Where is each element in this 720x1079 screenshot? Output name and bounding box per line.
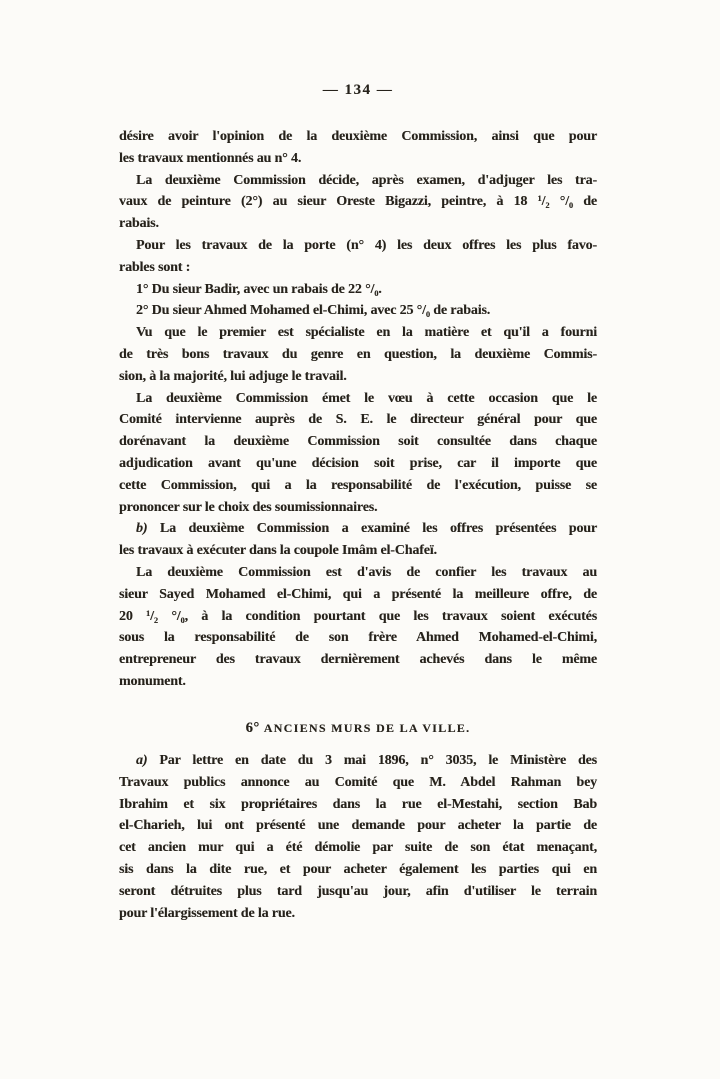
section-number: 6° (245, 720, 260, 736)
text-line: sous la responsabilité de son frère Ahmed Mohamed-el-Chimi, (119, 630, 597, 646)
paragraph-marker: a) (136, 753, 160, 768)
text-line: La deuxième Commission émet le vœu à cette occasion que le (136, 390, 597, 406)
text-line: rables sont : (119, 259, 191, 275)
text-line: entrepreneur des travaux dernièrement achevés dans le même (119, 652, 597, 668)
text-line: seront détruites plus tard jusqu'au jour, afin d'utiliser le terrain (119, 883, 597, 899)
text-line: La deuxième Commission décide, après examen, d'adjuger les tra- (136, 172, 597, 188)
paragraph-marker: b) (136, 521, 160, 537)
text-line: b) La deuxième Commission a examiné les offres présentées pour (136, 521, 597, 537)
text-line: cette Commission, qui a la responsabilité de l'exécution, puisse se (119, 477, 597, 493)
section-title: ANCIENS MURS DE LA VILLE. (263, 721, 471, 735)
text-line: Ibrahim et six propriétaires dans la rue el-Mestahi, section Bab (119, 796, 597, 812)
text-line: vaux de peinture (2°) au sieur Oreste Bigazzi, peintre, à 18 ¹/₂ °/₀ de (119, 194, 597, 210)
text-line: adjudication avant qu'une décision soit prise, car il importe que (119, 455, 597, 471)
text-line: désire avoir l'opinion de la deuxième Commission, ainsi que pour (119, 129, 597, 144)
page-number: — 134 — (322, 82, 394, 98)
text-line: Travaux publics annonce au Comité que M. Abdel Rahman bey (119, 774, 597, 790)
text-block-before-heading (119, 126, 597, 693)
text-line: cet ancien mur qui a été démolie par suite de son état menaçant, (119, 840, 597, 856)
text-line: de très bons travaux du genre en question, la deuxième Commis- (119, 346, 597, 362)
text-line: La deuxième Commission est d'avis de confier les travaux au (136, 564, 597, 580)
text-line: prononcer sur le choix des soumissionnaires. (119, 499, 378, 515)
text-line: les travaux mentionnés au n° 4. (119, 150, 302, 166)
text-line: monument. (119, 673, 186, 689)
text-line: dorénavant la deuxième Commission soit consultée dans chaque (119, 434, 597, 450)
text-line: Comité intervienne auprès de S. E. le directeur général pour que (119, 412, 597, 428)
text-line: sis dans la dite rue, et pour acheter également les parties qui en (119, 861, 597, 877)
text-line: les travaux à exécuter dans la coupole Imâm el-Chafeï. (119, 543, 437, 559)
text-line: a) Par lettre en date du 3 mai 1896, n° 3035, le Ministère des (136, 753, 597, 768)
text-line: el-Charieh, lui ont présenté une demande pour acheter la partie de (119, 818, 597, 834)
text-line: sieur Sayed Mohamed el-Chimi, qui a présenté la meilleure offre, de (119, 586, 597, 602)
section-heading (119, 719, 597, 737)
text-line: Vu que le premier est spécialiste en la matière et qu'il a fourni (136, 325, 597, 341)
text-line: Pour les travaux de la porte (n° 4) les deux offres les plus favo- (136, 237, 597, 253)
text-line: pour l'élargissement de la rue. (119, 905, 295, 921)
text-line: 1° Du sieur Badir, avec un rabais de 22 °/₀. (136, 281, 382, 297)
text-line: 2° Du sieur Ahmed Mohamed el-Chimi, avec 25 °/₀ de rabais. (136, 303, 491, 319)
text-line: sion, à la majorité, lui adjuge le travail. (119, 368, 347, 384)
text-line: 20 ¹/₂ °/₀, à la condition pourtant que les travaux soient exécutés (119, 608, 597, 624)
text-block-after-heading (119, 750, 597, 924)
text-line: rabais. (119, 216, 159, 232)
